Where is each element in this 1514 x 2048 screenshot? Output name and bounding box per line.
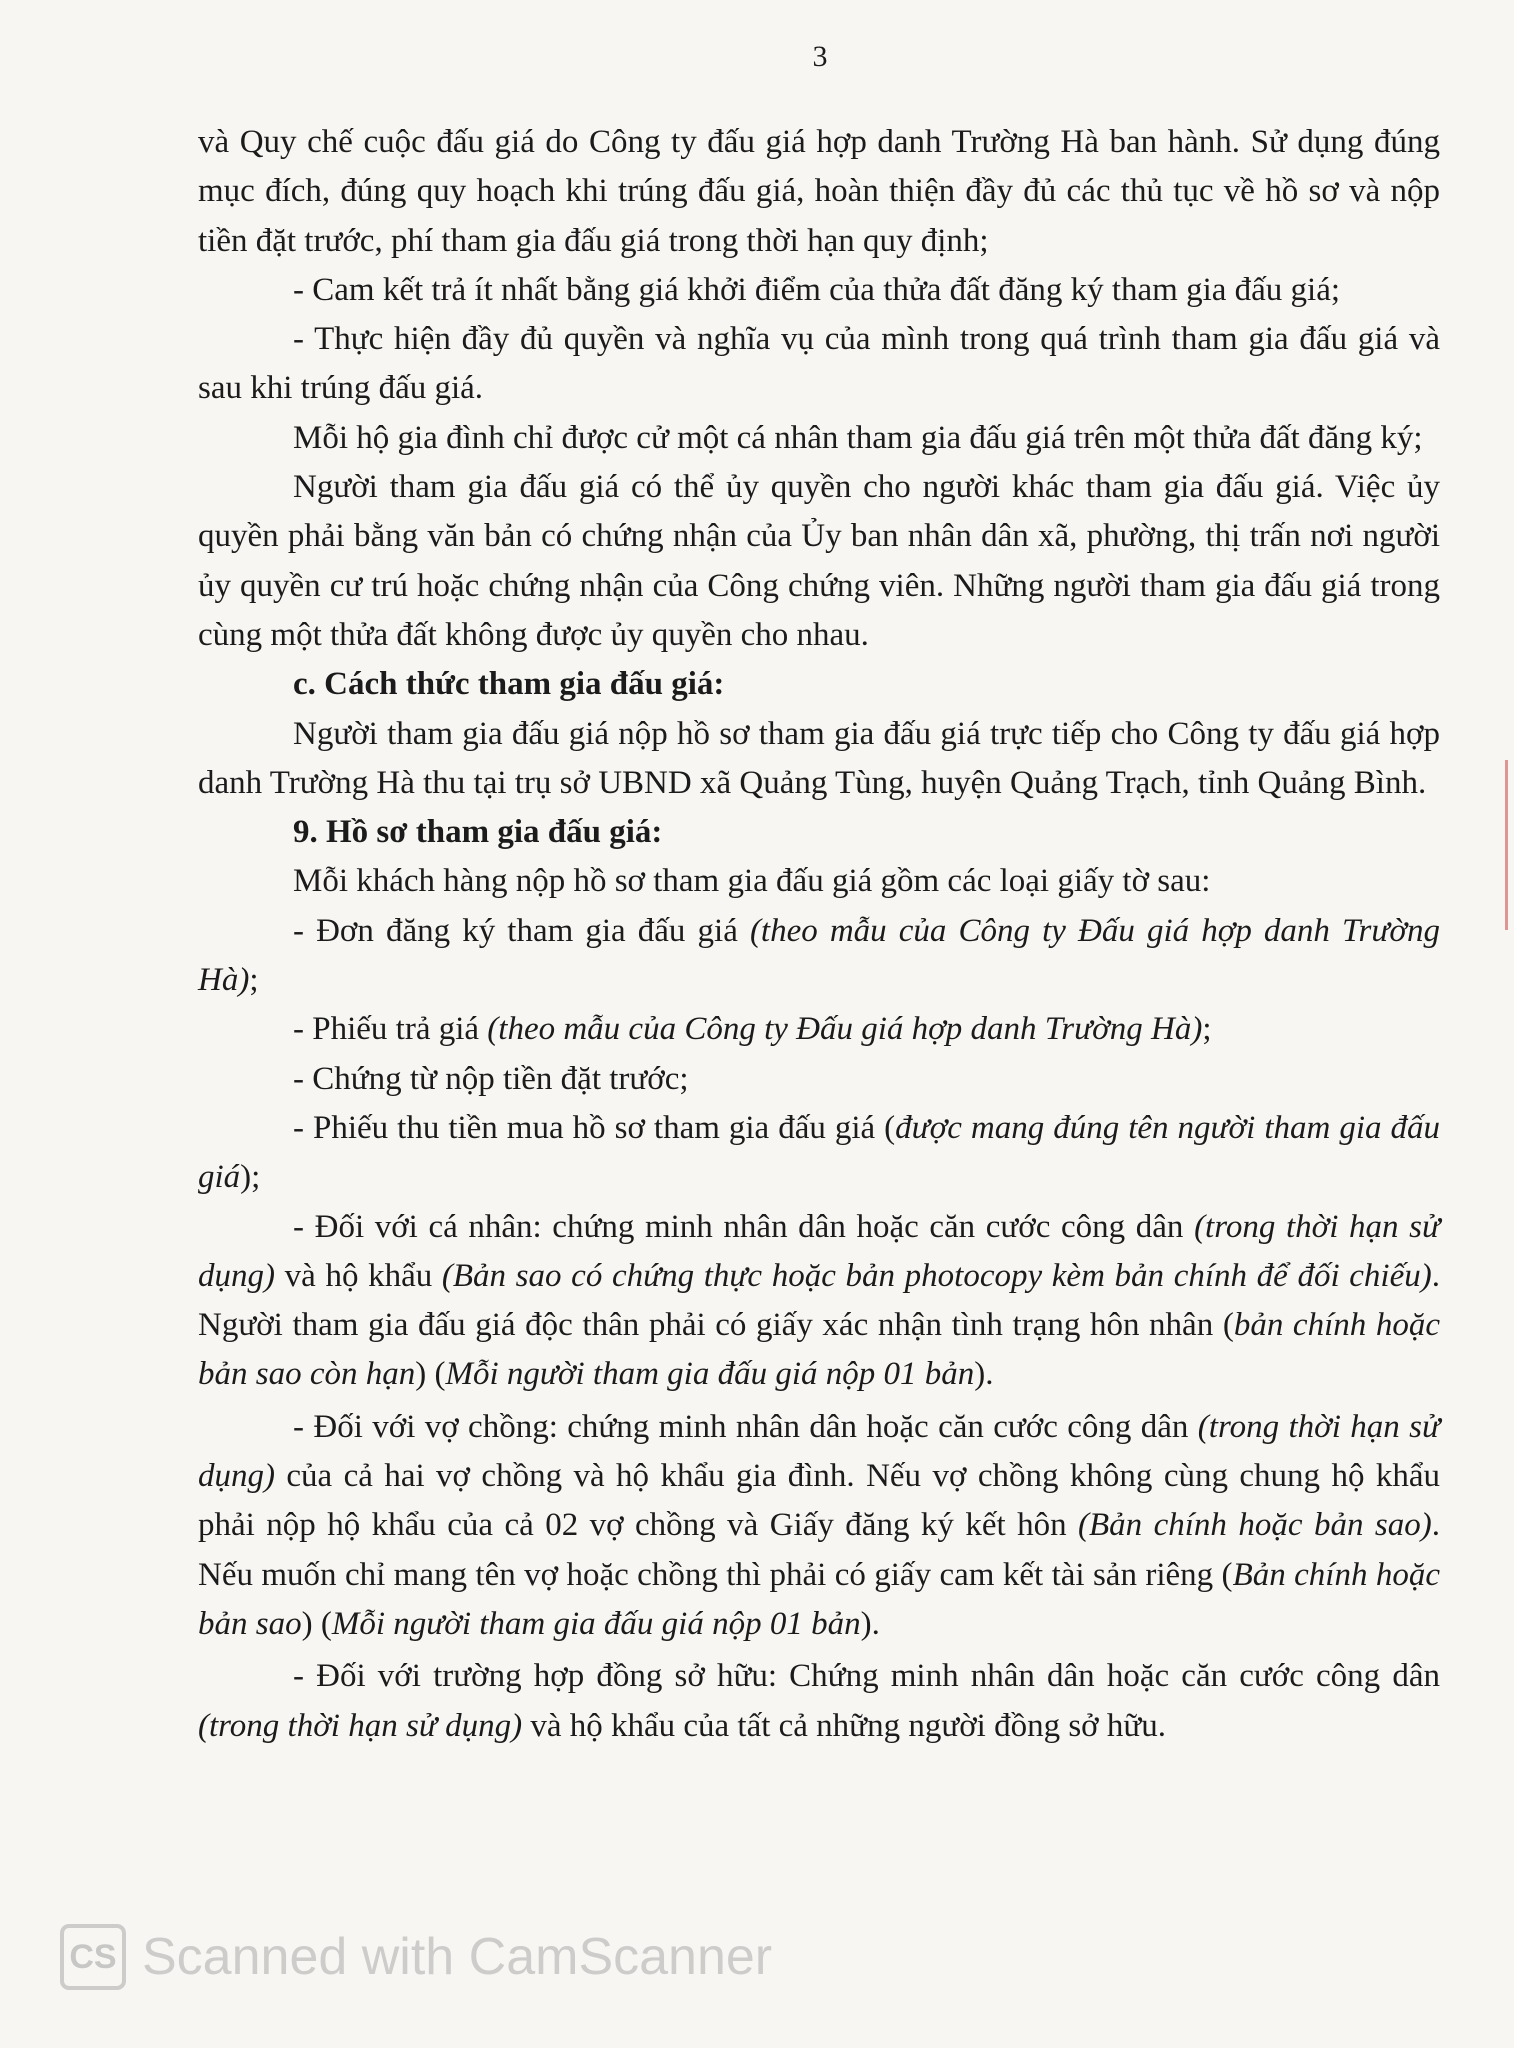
italic-run: (trong thời hạn sử dụng) [198, 1707, 523, 1744]
document-body [198, 118, 1440, 1751]
text-run: ; [1202, 1011, 1212, 1048]
text-run: - Phiếu trả giá [293, 1011, 488, 1048]
paragraph [198, 1652, 1440, 1751]
paragraph [198, 1055, 1440, 1104]
paragraph [198, 857, 1440, 906]
italic-run: được mang đúng tên người tham gia đấu giá [198, 1109, 1440, 1196]
italic-run: (theo mẫu của Công ty Đấu giá hợp danh Trường Hà) [198, 912, 1440, 999]
paragraph [198, 1005, 1440, 1054]
italic-run: Mỗi người tham gia đấu giá nộp 01 bản [331, 1605, 861, 1642]
text-run: và hộ khẩu [275, 1257, 442, 1294]
text-run: ) ( [415, 1356, 446, 1393]
paragraph [198, 1203, 1440, 1400]
italic-run: (Bản sao có chứng thực hoặc bản photocopy kèm bản chính để đối chiếu) [441, 1257, 1432, 1294]
text-run: - Phiếu thu tiền mua hồ sơ tham gia đấu giá ( [293, 1109, 896, 1146]
italic-run: bản chính hoặc bản sao còn hạn [198, 1307, 1440, 1393]
margin-stamp-mark [1493, 760, 1508, 930]
text-run: ; [249, 962, 259, 999]
text-run: - Đơn đăng ký tham gia đấu giá [293, 912, 750, 949]
paragraph [198, 266, 1440, 315]
paragraph [198, 710, 1440, 809]
italic-run: Bản chính hoặc bản sao [198, 1556, 1440, 1642]
italic-run: (trong thời hạn sử dụng) [198, 1208, 1440, 1294]
text-run: Mỗi hộ gia đình chỉ được cử một cá nhân tham gia đấu giá trên một thửa đất đăng ký; [293, 419, 1423, 456]
text-run: ); [240, 1159, 261, 1196]
text-run: ). [974, 1356, 994, 1393]
text-run: - Cam kết trả ít nhất bằng giá khởi điểm của thửa đất đăng ký tham gia đấu giá; [293, 271, 1341, 308]
paragraph [198, 463, 1440, 660]
text-run: và Quy chế cuộc đấu giá do Công ty đấu giá hợp danh Trường Hà ban hành. Sử dụng đúng mục đích, đúng quy hoạch khi trúng đấu giá, hoàn thiện đầy đủ các thủ tục về hồ sơ và nộp tiền đặt trước, phí tham gia đấu giá trong thời hạn quy định; [198, 124, 1440, 259]
camscanner-watermark [60, 1924, 772, 1990]
text-run: và hộ khẩu của tất cả những người đồng sở hữu. [522, 1707, 1166, 1744]
text-run: của cả hai vợ chồng và hộ khẩu gia đình. Nếu vợ chồng không cùng chung hộ khẩu phải nộp hộ khẩu của cả 02 vợ chồng và Giấy đăng ký kết hôn [198, 1458, 1440, 1544]
paragraph [198, 1104, 1440, 1203]
paragraph [198, 414, 1440, 463]
watermark-text: Scanned with CamScanner [142, 1928, 773, 1986]
section-heading: c. Cách thức tham gia đấu giá: [293, 666, 725, 703]
text-run: . Người tham gia đấu giá độc thân phải có giấy xác nhận tình trạng hôn nhân ( [198, 1257, 1440, 1344]
text-run: - Thực hiện đầy đủ quyền và nghĩa vụ của mình trong quá trình tham gia đấu giá và sau khi trúng đấu giá. [198, 321, 1440, 407]
text-run: - Chứng từ nộp tiền đặt trước; [293, 1060, 689, 1097]
text-run: ). [860, 1605, 880, 1642]
text-run: Người tham gia đấu giá có thể ủy quyền cho người khác tham gia đấu giá. Việc ủy quyền phải bằng văn bản có chứng nhận của Ủy ban nhân dân xã, phường, thị trấn nơi người ủy quyền cư trú hoặc chứng nhận của Công chứng viên. Những người tham gia đấu giá trong cùng một thửa đất không được ủy quyền cho nhau. [198, 469, 1440, 653]
paragraph [198, 118, 1440, 266]
text-run: - Đối với vợ chồng: chứng minh nhân dân hoặc căn cước công dân [293, 1408, 1198, 1445]
text-run: - Đối với trường hợp đồng sở hữu: Chứng minh nhân dân hoặc căn cước công dân [293, 1658, 1440, 1695]
paragraph [198, 907, 1440, 1006]
text-run: . Nếu muốn chỉ mang tên vợ hoặc chồng thì phải có giấy cam kết tài sản riêng ( [198, 1507, 1440, 1593]
camscanner-logo-icon: CS [60, 1924, 126, 1990]
text-run: - Đối với cá nhân: chứng minh nhân dân hoặc căn cước công dân [293, 1208, 1195, 1245]
paragraph [198, 315, 1440, 414]
italic-run: (theo mẫu của Công ty Đấu giá hợp danh Trường Hà) [487, 1011, 1203, 1048]
italic-run: Mỗi người tham gia đấu giá nộp 01 bản [445, 1356, 975, 1393]
text-run: Người tham gia đấu giá nộp hồ sơ tham gia đấu giá trực tiếp cho Công ty đấu giá hợp danh Trường Hà thu tại trụ sở UBND xã Quảng Tùng, huyện Quảng Trạch, tỉnh Quảng Bình. [198, 715, 1440, 801]
italic-run: (Bản chính hoặc bản sao) [1078, 1507, 1432, 1544]
page-number: 3 [812, 40, 828, 73]
text-run: Mỗi khách hàng nộp hồ sơ tham gia đấu giá gồm các loại giấy tờ sau: [293, 863, 1211, 900]
italic-run: (trong thời hạn sử dụng) [198, 1408, 1440, 1495]
section-heading: 9. Hồ sơ tham gia đấu giá: [293, 814, 663, 851]
text-run: ) ( [301, 1605, 332, 1642]
paragraph [198, 1403, 1440, 1649]
